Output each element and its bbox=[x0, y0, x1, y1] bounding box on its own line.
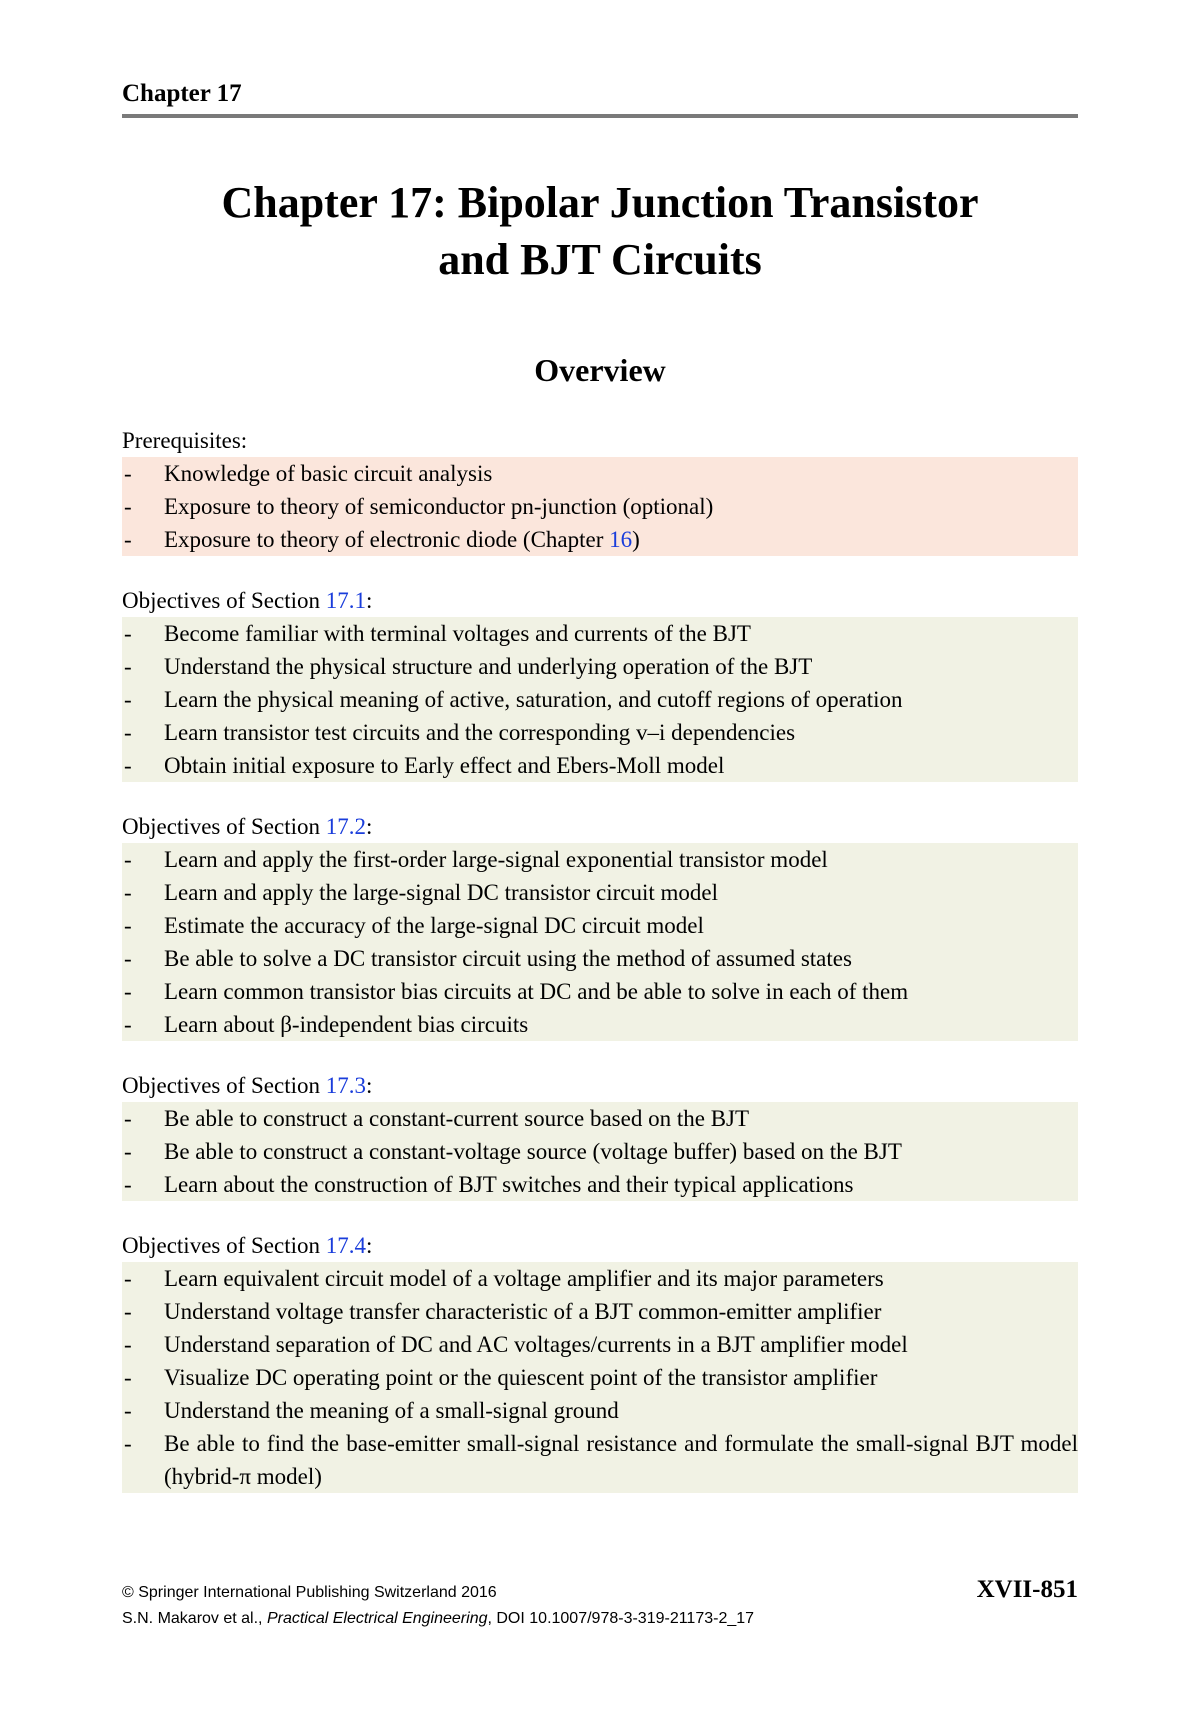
bullet-dash: - bbox=[124, 1106, 132, 1131]
bullet-dash: - bbox=[124, 979, 132, 1004]
list-item-text: Understand separation of DC and AC voltages/currents in a BJT amplifier model bbox=[164, 1332, 908, 1357]
list-item-text: Learn and apply the first-order large-signal exponential transistor model bbox=[164, 847, 828, 872]
section-link[interactable]: 17.2 bbox=[325, 814, 367, 839]
bullet-dash: - bbox=[124, 1398, 132, 1423]
prerequisites-label: Prerequisites: bbox=[122, 428, 248, 453]
list-item-text: Learn transistor test circuits and the corresponding v–i dependencies bbox=[164, 720, 796, 745]
citation-authors: S.N. Makarov et al., bbox=[122, 1610, 267, 1627]
bullet-dash: - bbox=[124, 1172, 132, 1197]
section-label-prefix: Objectives of Section bbox=[122, 1233, 326, 1258]
list-item bbox=[122, 1262, 1078, 1295]
list-item-text-before: Exposure to theory of electronic diode (Chapter bbox=[164, 527, 610, 552]
section-link[interactable]: 17.4 bbox=[325, 1233, 367, 1258]
citation-doi: , DOI 10.1007/978-3-319-21173-2_17 bbox=[487, 1610, 755, 1627]
list-item-text: Become familiar with terminal voltages and currents of the BJT bbox=[164, 621, 751, 646]
section-link[interactable]: 17.1 bbox=[325, 588, 367, 613]
section-label bbox=[122, 1229, 1078, 1262]
chapter-title-line-1: Chapter 17: Bipolar Junction Transistor bbox=[221, 178, 979, 227]
list-item bbox=[122, 1295, 1078, 1328]
objectives-box bbox=[122, 617, 1078, 782]
bullet-dash: - bbox=[124, 621, 132, 646]
list-item-text: Learn common transistor bias circuits at DC and be able to solve in each of them bbox=[164, 979, 909, 1004]
list-item bbox=[122, 909, 1078, 942]
header-rule bbox=[122, 114, 1078, 118]
bullet-dash: - bbox=[124, 1299, 132, 1324]
list-item-text: Estimate the accuracy of the large-signal DC circuit model bbox=[164, 913, 704, 938]
objectives-box bbox=[122, 1102, 1078, 1201]
objectives-content bbox=[122, 424, 1078, 1521]
list-item-text: Understand the physical structure and underlying operation of the BJT bbox=[164, 654, 813, 679]
bullet-dash: - bbox=[124, 527, 132, 552]
citation-book-title: Practical Electrical Engineering bbox=[266, 1610, 488, 1627]
objectives-box bbox=[122, 1262, 1078, 1493]
list-item-text: Learn about the construction of BJT switches and their typical applications bbox=[164, 1172, 854, 1197]
bullet-dash: - bbox=[124, 1012, 132, 1037]
list-item-text: Learn the physical meaning of active, saturation, and cutoff regions of operation bbox=[164, 687, 903, 712]
section-label-prefix: Objectives of Section bbox=[122, 814, 326, 839]
list-item-text: Be able to solve a DC transistor circuit using the method of assumed states bbox=[164, 946, 852, 971]
list-item-text bbox=[164, 523, 1078, 556]
list-item bbox=[122, 1102, 1078, 1135]
list-item bbox=[122, 523, 1078, 556]
bullet-dash: - bbox=[124, 720, 132, 745]
prerequisites-box bbox=[122, 457, 1078, 556]
list-item bbox=[122, 1008, 1078, 1041]
list-item bbox=[122, 975, 1078, 1008]
bullet-dash: - bbox=[124, 946, 132, 971]
list-item-text: Learn and apply the large-signal DC transistor circuit model bbox=[164, 880, 718, 905]
list-item bbox=[122, 683, 1078, 716]
list-item-text: Knowledge of basic circuit analysis bbox=[164, 461, 493, 486]
list-item bbox=[122, 1394, 1078, 1427]
bullet-dash: - bbox=[124, 880, 132, 905]
list-item bbox=[122, 1168, 1078, 1201]
list-item bbox=[122, 1427, 1078, 1493]
list-item bbox=[122, 1135, 1078, 1168]
section-label-suffix: : bbox=[366, 1233, 373, 1258]
list-item-text: Learn about β-independent bias circuits bbox=[164, 1012, 529, 1037]
list-item-text: Learn equivalent circuit model of a voltage amplifier and its major parameters bbox=[164, 1266, 884, 1291]
list-item bbox=[122, 716, 1078, 749]
list-item bbox=[122, 650, 1078, 683]
list-item bbox=[122, 1328, 1078, 1361]
copyright-notice: © Springer International Publishing Switzerland 2016 bbox=[122, 1584, 497, 1601]
objectives-sections bbox=[122, 584, 1078, 1493]
bullet-dash: - bbox=[124, 753, 132, 778]
bullet-dash: - bbox=[124, 1139, 132, 1164]
list-item bbox=[122, 942, 1078, 975]
objectives-box bbox=[122, 843, 1078, 1041]
list-item-text: Exposure to theory of semiconductor pn-junction (optional) bbox=[164, 494, 714, 519]
chapter-title bbox=[122, 174, 1078, 288]
list-item bbox=[122, 749, 1078, 782]
bullet-dash: - bbox=[124, 687, 132, 712]
list-item-text: Understand the meaning of a small-signal ground bbox=[164, 1398, 619, 1423]
list-item-text-after: ) bbox=[632, 527, 640, 552]
section-label-prefix: Objectives of Section bbox=[122, 1073, 326, 1098]
chapter-title-line-2: and BJT Circuits bbox=[438, 235, 762, 284]
section-link[interactable]: 17.3 bbox=[325, 1073, 367, 1098]
bullet-dash: - bbox=[124, 847, 132, 872]
section-label bbox=[122, 1069, 1078, 1102]
list-item-text: Visualize DC operating point or the quiescent point of the transistor amplifier bbox=[164, 1365, 878, 1390]
section-label bbox=[122, 810, 1078, 843]
section-label-suffix: : bbox=[366, 588, 373, 613]
section-label-prefix: Objectives of Section bbox=[122, 588, 326, 613]
list-item bbox=[122, 876, 1078, 909]
list-item bbox=[122, 1361, 1078, 1394]
list-item-text: Obtain initial exposure to Early effect and Ebers-Moll model bbox=[164, 753, 725, 778]
chapter-link[interactable]: 16 bbox=[609, 527, 633, 552]
list-item-text: Be able to construct a constant-current source based on the BJT bbox=[164, 1106, 750, 1131]
bullet-dash: - bbox=[124, 1431, 132, 1456]
section-label-suffix: : bbox=[366, 814, 373, 839]
list-item bbox=[122, 617, 1078, 650]
bullet-dash: - bbox=[124, 654, 132, 679]
list-item-text: Understand voltage transfer characteristic of a BJT common-emitter amplifier bbox=[164, 1299, 882, 1324]
bullet-dash: - bbox=[124, 1365, 132, 1390]
list-item bbox=[122, 843, 1078, 876]
bullet-dash: - bbox=[124, 1266, 132, 1291]
bullet-dash: - bbox=[124, 913, 132, 938]
list-item-text: Be able to find the base-emitter small-signal resistance and formulate the small-signal BJT model (hybrid-π model) bbox=[164, 1431, 1078, 1489]
bullet-dash: - bbox=[124, 461, 132, 486]
bullet-dash: - bbox=[124, 494, 132, 519]
overview-heading: Overview bbox=[534, 352, 666, 388]
list-item bbox=[122, 457, 1078, 490]
citation bbox=[122, 1610, 754, 1628]
list-item-text: Be able to construct a constant-voltage source (voltage buffer) based on the BJT bbox=[164, 1139, 902, 1164]
running-head: Chapter 17 bbox=[122, 80, 242, 107]
bullet-dash: - bbox=[124, 1332, 132, 1357]
section-label-suffix: : bbox=[366, 1073, 373, 1098]
section-label bbox=[122, 584, 1078, 617]
list-item bbox=[122, 490, 1078, 523]
page-number: XVII-851 bbox=[976, 1576, 1078, 1603]
